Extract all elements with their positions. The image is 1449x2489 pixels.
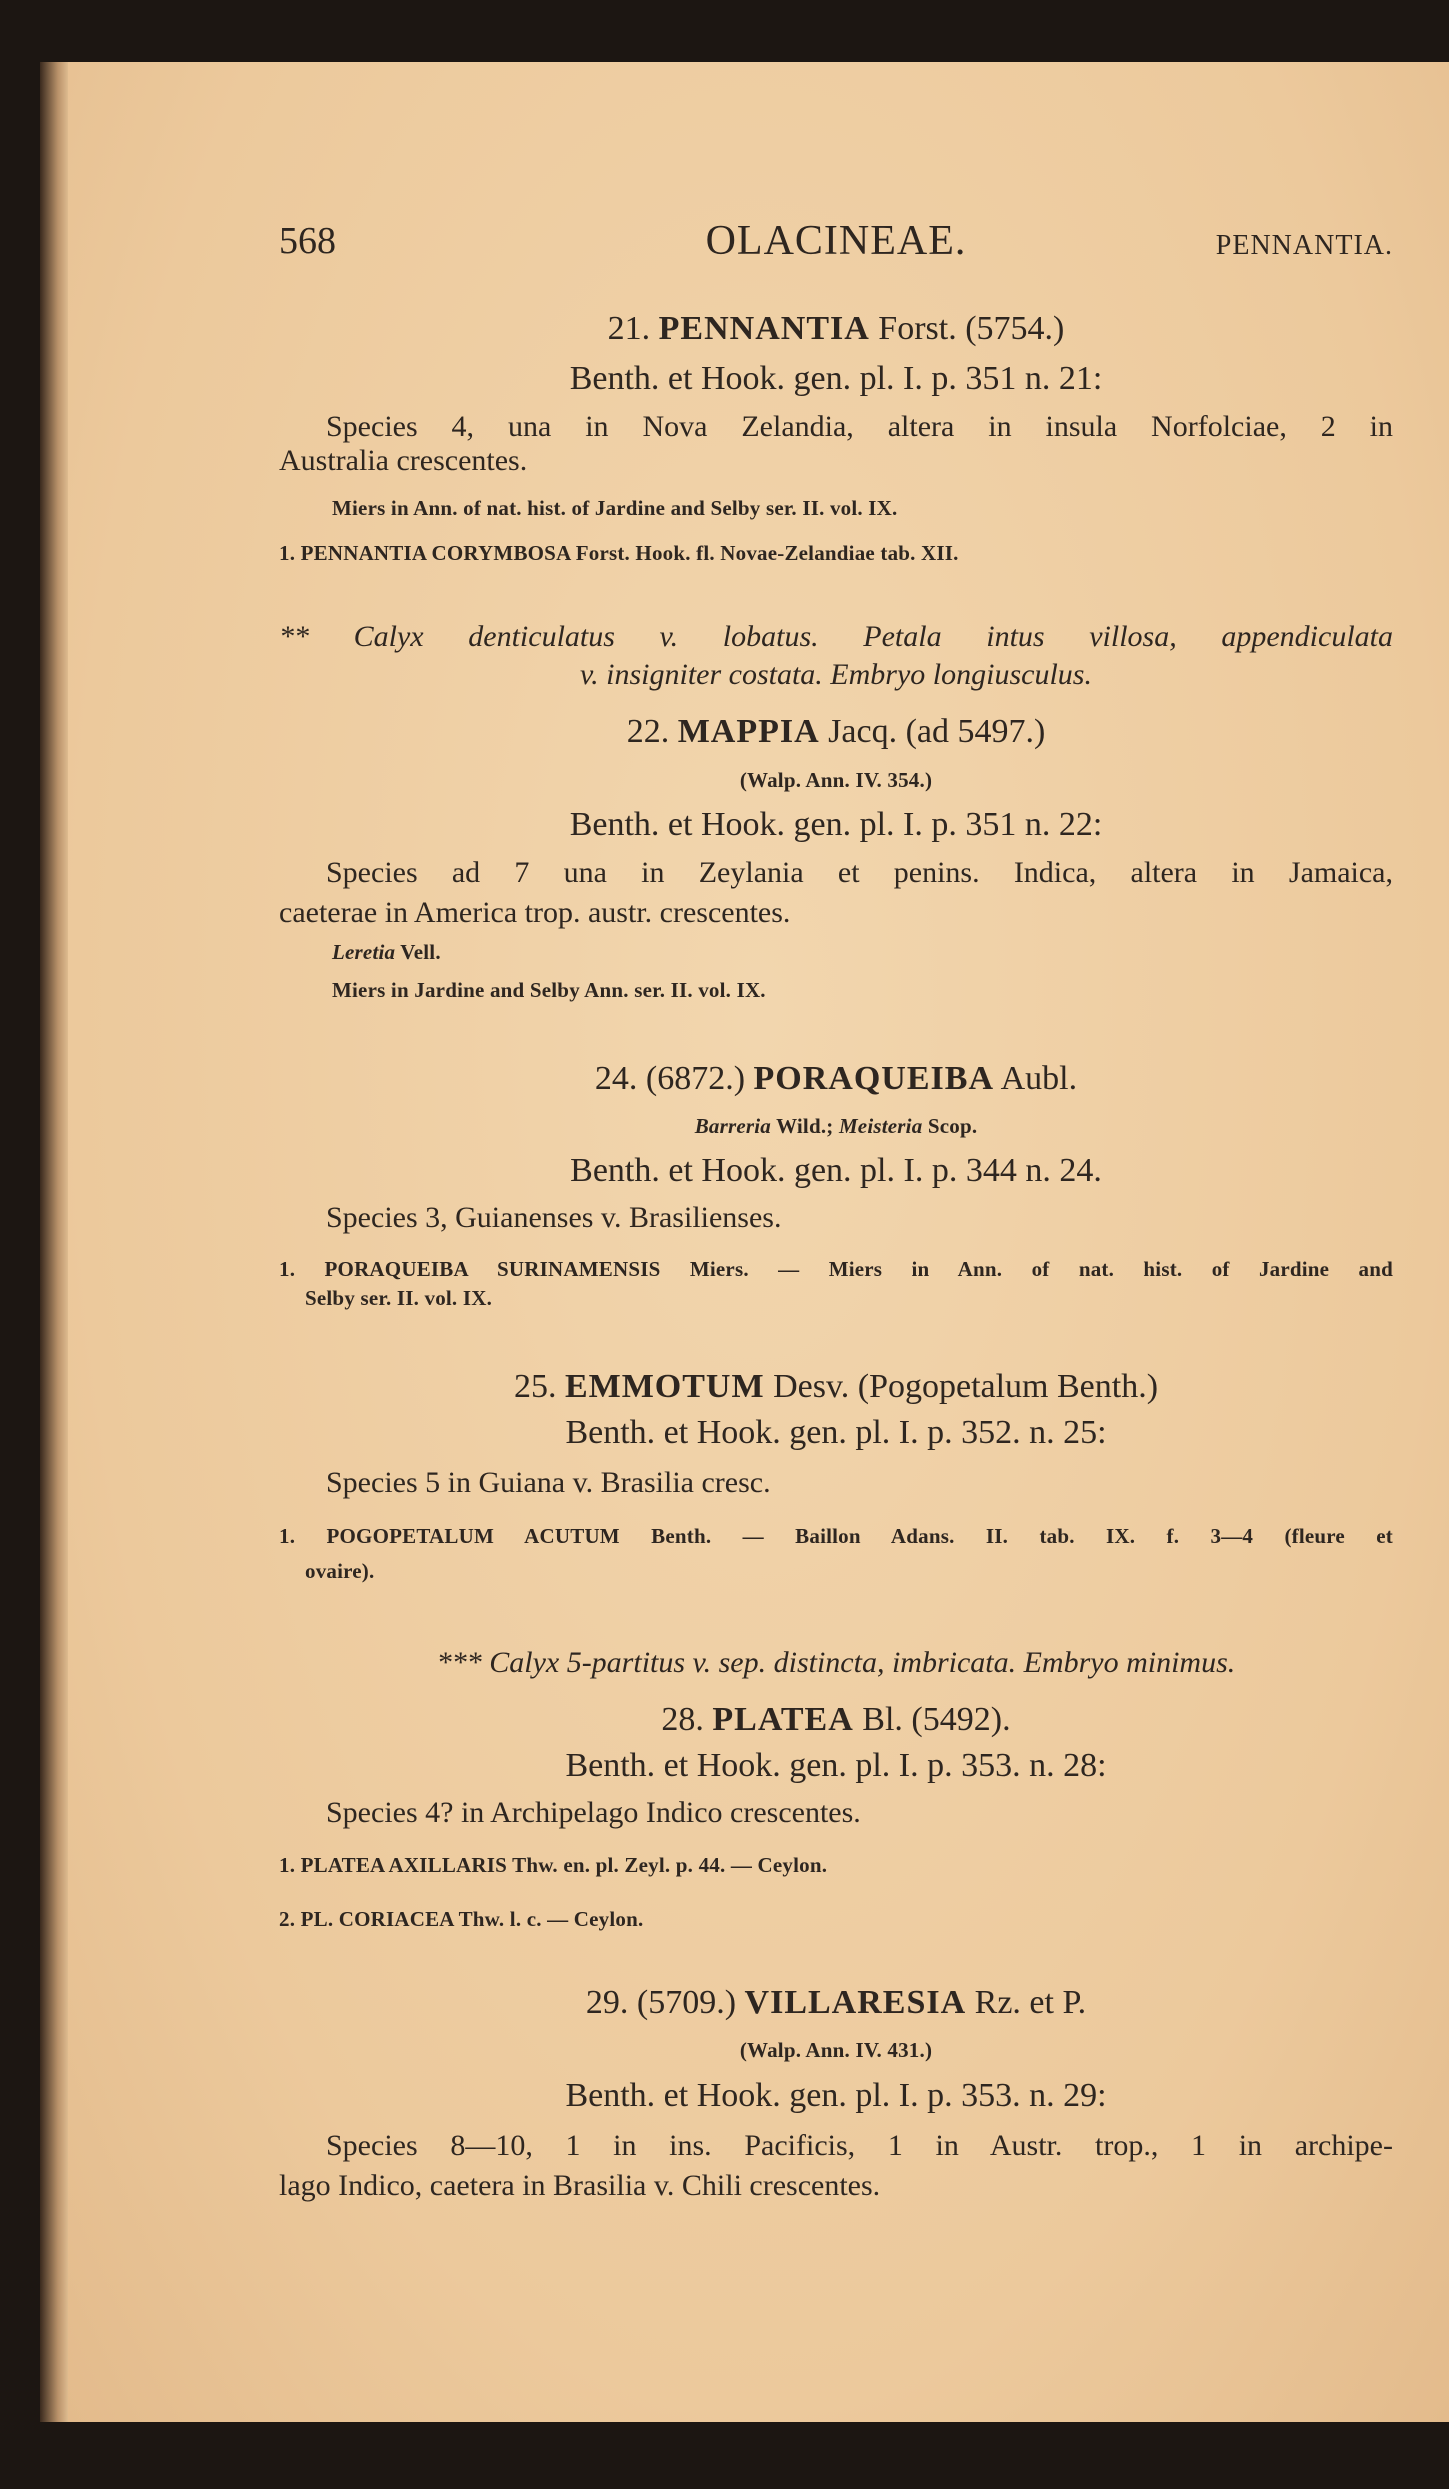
species-entry: 1. PORAQUEIBA SURINAMENSIS Miers. — Miers in Ann. of nat. hist. of Jardine and xyxy=(279,1257,1393,1281)
genus-heading-pennantia xyxy=(279,312,1393,346)
genus-number: 22. xyxy=(626,713,670,750)
genus-author: Desv. (Pogopetalum Benth.) xyxy=(773,1368,1159,1405)
species-text: Species 5 in Guiana v. Brasilia cresc. xyxy=(326,1466,771,1499)
genus-name: PLATEA xyxy=(712,1701,854,1738)
running-head: PENNANTIA. xyxy=(1215,230,1393,261)
species-entry: 2. PL. CORIACEA Thw. l. c. — Ceylon. xyxy=(279,1907,644,1931)
walpers-ref: (Walp. Ann. IV. 354.) xyxy=(739,768,933,792)
species-text: Species 8—10, 1 in ins. Pacificis, 1 in Austr. trop., 1 in archipe- xyxy=(326,2129,1393,2162)
genus-heading-mappia xyxy=(279,715,1393,749)
synonyms xyxy=(279,1116,1393,1137)
literature: Miers in Jardine and Selby Ann. ser. II. vol. IX. xyxy=(332,978,766,1002)
genus-number: 25. xyxy=(513,1368,557,1405)
group-diagnosis: *** Calyx 5-partitus v. sep. distincta, imbricata. Embryo minimus. xyxy=(436,1646,1236,1679)
species-text: Species ad 7 una in Zeylania et penins. Indica, altera in Jamaica, xyxy=(326,856,1393,889)
genus-author: Rz. et P. xyxy=(974,1984,1087,2021)
reference: Benth. et Hook. gen. pl. I. p. 351 n. 22: xyxy=(569,806,1103,843)
genus-heading-emmotum xyxy=(279,1370,1393,1404)
species-text: Australia crescentes. xyxy=(279,444,528,477)
synonym xyxy=(332,942,441,963)
synonym-author: Scop. xyxy=(927,1114,978,1138)
genus-heading-villaresia xyxy=(279,1986,1393,2020)
species-text: caeterae in America trop. austr. crescentes. xyxy=(279,896,791,929)
reference: Benth. et Hook. gen. pl. I. p. 353. n. 28: xyxy=(565,1747,1107,1784)
page-number: 568 xyxy=(279,220,336,262)
reference: Benth. et Hook. gen. pl. I. p. 352. n. 25: xyxy=(565,1414,1107,1451)
species-entry: ovaire). xyxy=(305,1559,375,1583)
walpers-ref: (Walp. Ann. IV. 431.) xyxy=(739,2038,933,2062)
synonym-genus: Leretia xyxy=(332,940,396,964)
genus-name: EMMOTUM xyxy=(564,1368,765,1405)
literature: Miers in Ann. of nat. hist. of Jardine and Selby ser. II. vol. IX. xyxy=(332,496,898,520)
page-title: OLACINEAE. xyxy=(705,218,967,264)
genus-name: VILLARESIA xyxy=(744,1984,967,2021)
page-binding-edge xyxy=(40,62,70,2422)
species-text: lago Indico, caetera in Brasilia v. Chili crescentes. xyxy=(279,2169,881,2202)
species-text: Species 4, una in Nova Zelandia, altera in insula Norfolciae, 2 in xyxy=(326,410,1393,443)
reference: Benth. et Hook. gen. pl. I. p. 351 n. 21: xyxy=(569,360,1103,397)
synonym-genus: Barreria xyxy=(694,1114,771,1138)
genus-number: 24. (6872.) xyxy=(594,1060,746,1097)
reference: Benth. et Hook. gen. pl. I. p. 344 n. 24. xyxy=(570,1152,1102,1189)
genus-number: 21. xyxy=(607,310,651,347)
synonym-author: Vell. xyxy=(400,940,441,964)
genus-name: MAPPIA xyxy=(677,713,820,750)
species-entry: Selby ser. II. vol. IX. xyxy=(305,1286,493,1310)
species-entry: 1. PLATEA AXILLARIS Thw. en. pl. Zeyl. p. 44. — Ceylon. xyxy=(279,1853,828,1877)
genus-heading-platea xyxy=(279,1703,1393,1737)
genus-author: Jacq. (ad 5497.) xyxy=(828,713,1046,750)
genus-heading-poraqueiba xyxy=(279,1062,1393,1096)
genus-name: PORAQUEIBA xyxy=(753,1060,994,1097)
synonym-genus: Meisteria xyxy=(838,1114,923,1138)
synonym-author: Wild.; xyxy=(776,1114,834,1138)
reference: Benth. et Hook. gen. pl. I. p. 353. n. 29: xyxy=(565,2077,1107,2114)
genus-number: 29. (5709.) xyxy=(585,1984,737,2021)
genus-number: 28. xyxy=(661,1701,704,1738)
species-text: Species 4? in Archipelago Indico crescentes. xyxy=(326,1796,861,1829)
group-diagnosis: ** Calyx denticulatus v. lobatus. Petala intus villosa, appendiculata xyxy=(279,620,1393,653)
species-entry: 1. POGOPETALUM ACUTUM Benth. — Baillon Adans. II. tab. IX. f. 3—4 (fleure et xyxy=(279,1524,1393,1548)
species-entry: 1. PENNANTIA CORYMBOSA Forst. Hook. fl. Novae-Zelandiae tab. XII. xyxy=(279,541,959,565)
genus-author: Aubl. xyxy=(1000,1060,1078,1097)
group-diagnosis: v. insigniter costata. Embryo longiusculus. xyxy=(580,658,1092,691)
genus-author: Forst. (5754.) xyxy=(878,310,1065,347)
genus-author: Bl. (5492). xyxy=(862,1701,1011,1738)
species-text: Species 3, Guianenses v. Brasilienses. xyxy=(326,1201,782,1234)
genus-name: PENNANTIA xyxy=(658,310,870,347)
